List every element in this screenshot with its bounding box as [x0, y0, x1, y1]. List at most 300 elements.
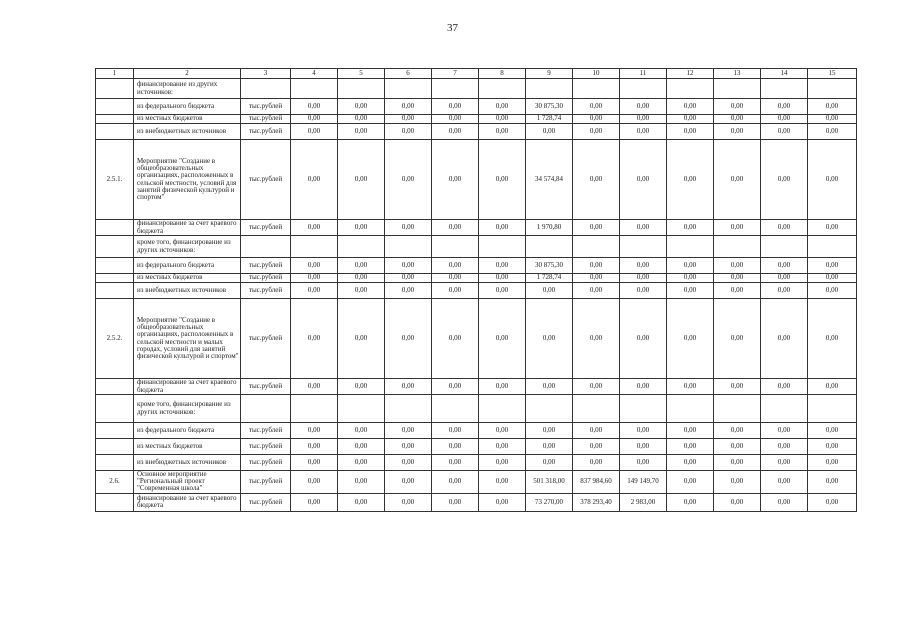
table-row — [96, 140, 857, 220]
table-cell: 0,00 — [479, 258, 526, 274]
table-cell: 149 149,70 — [620, 471, 667, 494]
header-cell: 3 — [241, 69, 291, 79]
table-cell — [479, 79, 526, 99]
table-cell: 0,00 — [620, 455, 667, 471]
table-cell: 0,00 — [761, 423, 808, 439]
table-cell: 0,00 — [761, 258, 808, 274]
table-cell: 0,00 — [432, 220, 479, 236]
table-cell — [338, 236, 385, 258]
table-cell: тыс.рублей — [241, 115, 291, 124]
table-cell: 0,00 — [291, 124, 338, 140]
table-cell — [667, 79, 714, 99]
table-cell: 0,00 — [526, 439, 573, 455]
table-cell: 0,00 — [808, 439, 857, 455]
table-cell — [573, 236, 620, 258]
table-cell: 0,00 — [338, 124, 385, 140]
header-cell: 15 — [808, 69, 857, 79]
table-cell: 0,00 — [808, 423, 857, 439]
table-cell: тыс.рублей — [241, 439, 291, 455]
table-cell: 0,00 — [432, 124, 479, 140]
table-cell: 0,00 — [761, 471, 808, 494]
table-cell — [96, 258, 134, 274]
table-cell: 0,00 — [479, 140, 526, 220]
table-cell: 0,00 — [667, 258, 714, 274]
table-cell: из федерального бюджета — [134, 99, 241, 115]
table-cell: 1 970,80 — [526, 220, 573, 236]
table-cell: 0,00 — [338, 115, 385, 124]
table-cell: 0,00 — [667, 379, 714, 395]
table-cell: 0,00 — [291, 423, 338, 439]
table-cell: тыс.рублей — [241, 99, 291, 115]
table-cell: 0,00 — [761, 124, 808, 140]
table-cell: 1 728,74 — [526, 274, 573, 283]
table-cell — [573, 79, 620, 99]
table-cell: тыс.рублей — [241, 220, 291, 236]
table-cell: 0,00 — [479, 455, 526, 471]
table-cell: 0,00 — [667, 455, 714, 471]
table-cell — [714, 236, 761, 258]
table-row — [96, 439, 857, 455]
table-cell: Мероприятие "Создание в общеобразовательных организациях, расположенных в сельской местности, условий для занятий физической культурой и спортом" — [134, 140, 241, 220]
table-cell: 0,00 — [479, 471, 526, 494]
header-cell: 6 — [385, 69, 432, 79]
table-cell: 2.5.1. — [96, 140, 134, 220]
table-cell: тыс.рублей — [241, 423, 291, 439]
table-cell: 0,00 — [667, 124, 714, 140]
table-cell: 0,00 — [808, 99, 857, 115]
budget-table — [95, 68, 857, 512]
table-cell — [761, 395, 808, 423]
table-cell: 0,00 — [573, 299, 620, 379]
table-cell: 0,00 — [761, 455, 808, 471]
header-cell: 12 — [667, 69, 714, 79]
table-cell: из внебюджетных источников — [134, 455, 241, 471]
table-cell: финансирование за счет краевого бюджета — [134, 379, 241, 395]
table-cell: тыс.рублей — [241, 124, 291, 140]
table-cell: 0,00 — [385, 140, 432, 220]
table-cell: 0,00 — [432, 283, 479, 299]
table-cell: тыс.рублей — [241, 455, 291, 471]
table-cell — [432, 236, 479, 258]
table-cell: 0,00 — [808, 299, 857, 379]
table-cell: 0,00 — [479, 493, 526, 511]
table-cell: 0,00 — [573, 124, 620, 140]
table-cell: 0,00 — [385, 274, 432, 283]
table-cell — [96, 124, 134, 140]
table-cell: 0,00 — [291, 471, 338, 494]
table-cell: из внебюджетных источников — [134, 283, 241, 299]
table-cell: 0,00 — [620, 423, 667, 439]
table-cell: 0,00 — [667, 493, 714, 511]
table-cell: из местных бюджетов — [134, 274, 241, 283]
table-cell: 0,00 — [761, 99, 808, 115]
table-cell: 0,00 — [432, 471, 479, 494]
table-cell: 0,00 — [432, 274, 479, 283]
table-cell: 0,00 — [808, 258, 857, 274]
table-cell — [714, 395, 761, 423]
table-cell: 0,00 — [620, 140, 667, 220]
table-cell — [96, 379, 134, 395]
table-cell: 0,00 — [573, 274, 620, 283]
table-cell: 0,00 — [291, 455, 338, 471]
table-cell: 0,00 — [385, 283, 432, 299]
table-cell: тыс.рублей — [241, 379, 291, 395]
table-cell: тыс.рублей — [241, 299, 291, 379]
table-cell — [96, 79, 134, 99]
table-cell — [96, 220, 134, 236]
table-cell: 0,00 — [573, 283, 620, 299]
table-cell — [241, 79, 291, 99]
table-cell: 0,00 — [432, 423, 479, 439]
table-row — [96, 493, 857, 511]
table-cell: 0,00 — [479, 283, 526, 299]
table-cell: из федерального бюджета — [134, 258, 241, 274]
table-cell: 0,00 — [385, 258, 432, 274]
header-cell: 2 — [134, 69, 241, 79]
table-cell: тыс.рублей — [241, 274, 291, 283]
table-cell: 0,00 — [714, 493, 761, 511]
table-cell: 0,00 — [291, 140, 338, 220]
table-cell: 0,00 — [620, 124, 667, 140]
table-row — [96, 124, 857, 140]
table-cell: 0,00 — [714, 99, 761, 115]
table-cell: финансирование из других источников: — [134, 79, 241, 99]
table-cell — [667, 236, 714, 258]
table-cell: Мероприятие "Создание в общеобразовательных организациях, расположенных в сельской местности и малых городах, условий для занятий физической культурой и спортом" — [134, 299, 241, 379]
table-cell: 0,00 — [667, 274, 714, 283]
table-cell: 0,00 — [667, 220, 714, 236]
table-cell: 501 318,00 — [526, 471, 573, 494]
table-cell: 30 875,30 — [526, 99, 573, 115]
table-cell: 0,00 — [808, 379, 857, 395]
table-cell — [714, 79, 761, 99]
table-cell: 0,00 — [667, 439, 714, 455]
table-cell: 0,00 — [338, 379, 385, 395]
table-cell: 0,00 — [761, 439, 808, 455]
table-cell: 0,00 — [714, 455, 761, 471]
table-cell: 0,00 — [338, 493, 385, 511]
table-cell: 0,00 — [338, 220, 385, 236]
table-cell — [241, 236, 291, 258]
table-cell: 0,00 — [338, 423, 385, 439]
table-cell: 0,00 — [432, 115, 479, 124]
table-cell: 0,00 — [714, 220, 761, 236]
table-cell: 0,00 — [714, 274, 761, 283]
table-cell: 1 728,74 — [526, 115, 573, 124]
table-cell: 0,00 — [526, 379, 573, 395]
table-cell: 0,00 — [667, 99, 714, 115]
table-cell: 0,00 — [291, 99, 338, 115]
table-cell: 0,00 — [573, 455, 620, 471]
table-cell: 0,00 — [761, 220, 808, 236]
table-cell: 0,00 — [573, 258, 620, 274]
table-cell: 0,00 — [573, 379, 620, 395]
table-cell: 0,00 — [714, 115, 761, 124]
table-cell: 0,00 — [526, 455, 573, 471]
table-row — [96, 283, 857, 299]
table-row — [96, 220, 857, 236]
table-cell: 0,00 — [714, 283, 761, 299]
table-cell: 0,00 — [479, 439, 526, 455]
table-cell: 0,00 — [761, 140, 808, 220]
table-cell: 0,00 — [291, 220, 338, 236]
table-cell: 2.6. — [96, 471, 134, 494]
table-row — [96, 395, 857, 423]
table-row — [96, 455, 857, 471]
table-cell: 0,00 — [338, 439, 385, 455]
table-cell: 0,00 — [338, 99, 385, 115]
table-cell: 0,00 — [479, 220, 526, 236]
table-cell — [808, 395, 857, 423]
table-cell: 0,00 — [808, 124, 857, 140]
table-cell: 0,00 — [385, 299, 432, 379]
table-cell: 0,00 — [714, 299, 761, 379]
table-cell: 0,00 — [573, 140, 620, 220]
table-cell: 0,00 — [667, 423, 714, 439]
table-cell: 0,00 — [291, 115, 338, 124]
table-cell — [620, 79, 667, 99]
table-cell — [385, 395, 432, 423]
table-cell: 0,00 — [526, 283, 573, 299]
table-cell: 0,00 — [479, 423, 526, 439]
table-cell: 0,00 — [761, 283, 808, 299]
table-cell: 0,00 — [526, 423, 573, 439]
table-cell: 0,00 — [385, 115, 432, 124]
table-cell: 0,00 — [432, 379, 479, 395]
table-cell: 0,00 — [808, 274, 857, 283]
table-cell: 0,00 — [667, 471, 714, 494]
header-cell: 13 — [714, 69, 761, 79]
table-cell: тыс.рублей — [241, 258, 291, 274]
table-cell: 0,00 — [291, 274, 338, 283]
table-cell — [667, 395, 714, 423]
table-cell: 0,00 — [338, 140, 385, 220]
table-cell: 0,00 — [385, 471, 432, 494]
table-cell: 0,00 — [479, 299, 526, 379]
table-cell: 0,00 — [620, 220, 667, 236]
table-cell — [96, 274, 134, 283]
table-cell — [96, 115, 134, 124]
table-cell: 0,00 — [808, 471, 857, 494]
table-cell: 0,00 — [761, 493, 808, 511]
table-cell — [96, 493, 134, 511]
table-cell: тыс.рублей — [241, 493, 291, 511]
table-cell: 0,00 — [808, 493, 857, 511]
table-cell: 0,00 — [432, 99, 479, 115]
table-cell: 0,00 — [291, 493, 338, 511]
table-cell: 378 293,40 — [573, 493, 620, 511]
table-cell: 0,00 — [385, 379, 432, 395]
table-cell: 0,00 — [338, 258, 385, 274]
table-cell: 0,00 — [573, 115, 620, 124]
header-cell: 9 — [526, 69, 573, 79]
table-cell: 0,00 — [385, 493, 432, 511]
header-cell: 14 — [761, 69, 808, 79]
table-cell: 0,00 — [432, 140, 479, 220]
table-cell — [96, 395, 134, 423]
header-cell: 8 — [479, 69, 526, 79]
table-cell — [241, 395, 291, 423]
table-cell — [620, 395, 667, 423]
table-cell: 0,00 — [714, 471, 761, 494]
table-cell — [338, 79, 385, 99]
header-cell: 1 — [96, 69, 134, 79]
table-row — [96, 99, 857, 115]
table-cell: тыс.рублей — [241, 471, 291, 494]
table-cell: 34 574,84 — [526, 140, 573, 220]
table-cell — [479, 395, 526, 423]
table-row — [96, 115, 857, 124]
table-cell: 0,00 — [761, 115, 808, 124]
table-cell: 0,00 — [620, 379, 667, 395]
table-cell: из местных бюджетов — [134, 439, 241, 455]
table-cell — [96, 439, 134, 455]
table-cell — [761, 79, 808, 99]
header-cell: 10 — [573, 69, 620, 79]
table-cell: 0,00 — [526, 299, 573, 379]
table-cell: 0,00 — [573, 99, 620, 115]
table-row — [96, 274, 857, 283]
table-cell — [96, 99, 134, 115]
table-cell: Основное мероприятие "Региональный проект "Современная школа" — [134, 471, 241, 494]
table-cell: 0,00 — [385, 439, 432, 455]
table-cell — [526, 236, 573, 258]
table-cell: 0,00 — [808, 115, 857, 124]
table-cell: финансирование за счет краевого бюджета — [134, 220, 241, 236]
table-cell: 0,00 — [338, 299, 385, 379]
table-cell: 0,00 — [291, 439, 338, 455]
table-cell: 0,00 — [385, 124, 432, 140]
table-cell: 0,00 — [667, 115, 714, 124]
table-row — [96, 471, 857, 494]
table-cell: кроме того, финансирование из других источников: — [134, 236, 241, 258]
table-cell — [761, 236, 808, 258]
table-cell: 0,00 — [620, 439, 667, 455]
table-cell: 0,00 — [714, 423, 761, 439]
table-cell: 0,00 — [479, 379, 526, 395]
table-cell: 0,00 — [338, 471, 385, 494]
table-cell — [96, 423, 134, 439]
table-cell: 0,00 — [291, 299, 338, 379]
table-cell — [432, 79, 479, 99]
table-cell: 0,00 — [808, 140, 857, 220]
table-cell: 0,00 — [432, 258, 479, 274]
table-cell — [385, 236, 432, 258]
table-cell — [479, 236, 526, 258]
table-cell: 0,00 — [620, 274, 667, 283]
table-cell: 30 875,30 — [526, 258, 573, 274]
table-cell — [96, 455, 134, 471]
table-cell — [620, 236, 667, 258]
table-cell — [808, 236, 857, 258]
table-cell: 0,00 — [432, 439, 479, 455]
table-cell: 73 270,00 — [526, 493, 573, 511]
table-cell: 0,00 — [808, 220, 857, 236]
table-cell: 837 984,60 — [573, 471, 620, 494]
table-cell: 0,00 — [620, 99, 667, 115]
table-cell: 0,00 — [432, 299, 479, 379]
table-cell: тыс.рублей — [241, 140, 291, 220]
table-row — [96, 299, 857, 379]
table-cell — [338, 395, 385, 423]
table-cell — [291, 79, 338, 99]
table-cell: 0,00 — [479, 274, 526, 283]
table-cell: 0,00 — [385, 455, 432, 471]
table-cell — [291, 395, 338, 423]
table-cell: из федерального бюджета — [134, 423, 241, 439]
table-cell — [432, 395, 479, 423]
table-cell: 0,00 — [620, 115, 667, 124]
table-cell: 0,00 — [526, 124, 573, 140]
table-row — [96, 79, 857, 99]
table-cell: 0,00 — [808, 283, 857, 299]
table-cell: 0,00 — [761, 274, 808, 283]
table-cell: 0,00 — [714, 258, 761, 274]
table-cell: 0,00 — [385, 423, 432, 439]
table-cell: 0,00 — [432, 493, 479, 511]
table-cell: 0,00 — [573, 220, 620, 236]
table-row — [96, 423, 857, 439]
header-cell: 4 — [291, 69, 338, 79]
table-cell: тыс.рублей — [241, 283, 291, 299]
table-cell: 2.5.2. — [96, 299, 134, 379]
header-row — [96, 69, 857, 79]
table-cell: 0,00 — [620, 258, 667, 274]
table-cell — [96, 283, 134, 299]
table-cell: 0,00 — [714, 140, 761, 220]
table-cell: 0,00 — [761, 379, 808, 395]
table-cell — [573, 395, 620, 423]
table-cell: 0,00 — [714, 439, 761, 455]
table-cell — [808, 79, 857, 99]
table-cell: кроме того, финансирование из других источников: — [134, 395, 241, 423]
table-cell: 0,00 — [761, 299, 808, 379]
table-cell — [96, 236, 134, 258]
table-cell: 0,00 — [573, 439, 620, 455]
table-cell: 0,00 — [385, 99, 432, 115]
header-cell: 5 — [338, 69, 385, 79]
table-cell: 0,00 — [338, 274, 385, 283]
table-cell: 0,00 — [385, 220, 432, 236]
table-cell — [526, 395, 573, 423]
table-cell: 0,00 — [291, 283, 338, 299]
page-number: 37 — [447, 22, 458, 34]
table-cell: 0,00 — [667, 140, 714, 220]
table-cell: 0,00 — [291, 379, 338, 395]
table-cell: 0,00 — [573, 423, 620, 439]
table-cell: 0,00 — [714, 124, 761, 140]
table-cell: из внебюджетных источников — [134, 124, 241, 140]
table-row — [96, 236, 857, 258]
table-cell: 0,00 — [479, 99, 526, 115]
table-cell: 0,00 — [479, 115, 526, 124]
header-cell: 11 — [620, 69, 667, 79]
table-cell: 0,00 — [714, 379, 761, 395]
table-cell — [291, 236, 338, 258]
table-row — [96, 258, 857, 274]
table-cell: 0,00 — [479, 124, 526, 140]
table-cell: 0,00 — [667, 283, 714, 299]
table-cell: 0,00 — [338, 455, 385, 471]
table-cell: 2 983,00 — [620, 493, 667, 511]
table-cell — [385, 79, 432, 99]
table-cell: 0,00 — [667, 299, 714, 379]
table-cell: 0,00 — [808, 455, 857, 471]
table-cell: 0,00 — [338, 283, 385, 299]
table-cell: 0,00 — [620, 299, 667, 379]
table-cell: финансирование за счет краевого бюджета — [134, 493, 241, 511]
table-cell: из местных бюджетов — [134, 115, 241, 124]
